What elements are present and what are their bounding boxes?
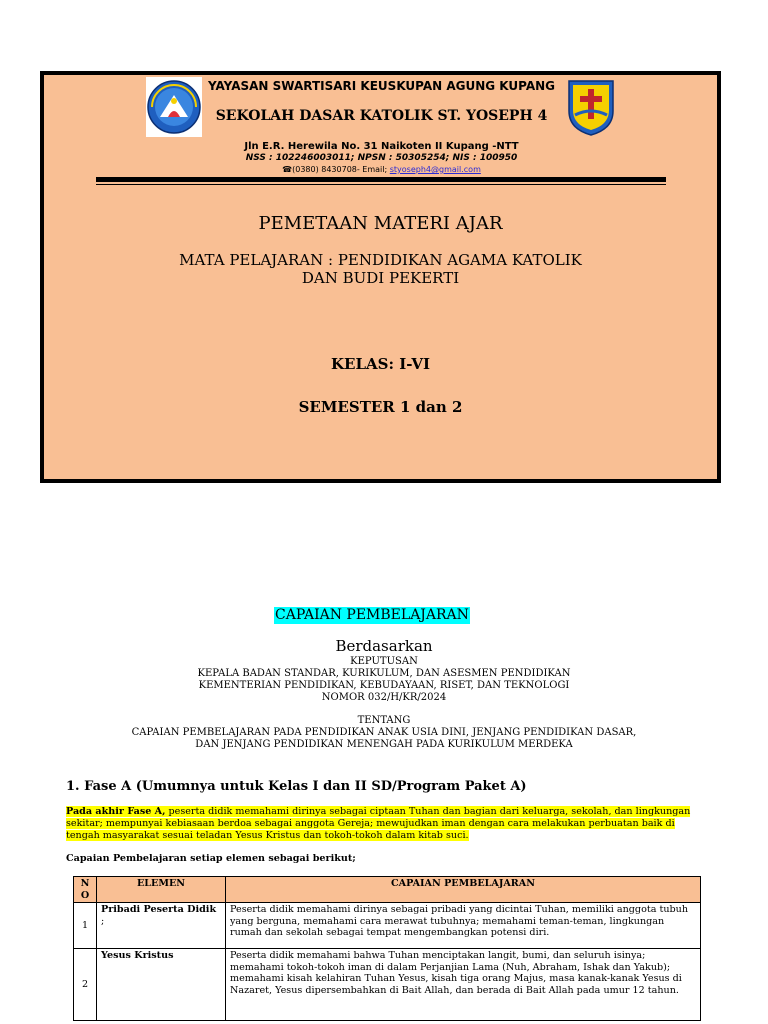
element-name: Yesus Kristus (101, 950, 174, 961)
table-row (74, 903, 701, 949)
decree-line: KEMENTERIAN PENDIDIKAN, KEBUDAYAAN, RISET, DAN TEKNOLOGI (198, 680, 570, 691)
class-range: KELAS: I-VI (330, 355, 431, 373)
about-line: DAN JENJANG PENDIDIKAN MENENGAH PADA KURIKULUM MERDEKA (195, 739, 573, 750)
decree-line: NOMOR 032/H/KR/2024 (321, 692, 447, 703)
column-header-no: N O (74, 877, 97, 903)
phone-text: ☎(0380) 8430708- Email; (282, 165, 390, 174)
phase-a-description (66, 806, 706, 842)
row-outcome: Peserta didik memahami dirinya sebagai pribadi yang dicintai Tuhan, memiliki anggota tubuh yang berguna, memahami cara merawat tubuhnya; memahami teman-teman, lingkungan rumah dan sekolah sebagai tempat mengembangkan potensi diri. (226, 903, 701, 949)
subject-line-2: DAN BUDI PEKERTI (301, 269, 460, 287)
decree-line: KEPUTUSAN (350, 656, 418, 667)
element-suffix: ; (101, 915, 105, 927)
learning-outcomes-table (73, 876, 701, 1021)
semester-label: SEMESTER 1 dan 2 (298, 398, 463, 416)
school-crest-logo (563, 77, 619, 137)
school-ids: NSS : 102246003011; NPSN : 50305254; NIS : 100950 (245, 153, 518, 163)
about-line: CAPAIAN PEMBELAJARAN PADA PENDIDIKAN ANAK USIA DINI, JENJANG PENDIDIKAN DASAR, (131, 727, 637, 738)
phase-text: peserta didik memahami dirinya sebagai ciptaan Tuhan dan bagian dari keluarga, sekolah, dan lingkungan sekitar; mempunyai kebiasaan berdoa sebagai anggota Gereja; mewujudkan iman dengan cara melakukan perbuatan baik di tengah masyarakat sesuai teladan Yesus Kristus dan tokoh-tokoh dalam kitab suci. (66, 806, 691, 841)
header-rule-thin (96, 184, 666, 185)
subject-line-1: MATA PELAJARAN : PENDIDIKAN AGAMA KATOLIK (179, 251, 582, 269)
about-line: TENTANG (357, 715, 411, 726)
row-number: 1 (74, 903, 97, 949)
school-contact (204, 165, 559, 175)
decree-about-block (0, 715, 768, 751)
row-number: 2 (74, 949, 97, 1021)
foundation-name: YAYASAN SWARTISARI KEUSKUPAN AGUNG KUPANG (207, 79, 556, 93)
column-header-outcome: CAPAIAN PEMBELAJARAN (226, 877, 701, 903)
decree-block (0, 656, 768, 704)
table-header-row (74, 877, 701, 903)
phase-a-title: 1. Fase A (Umumnya untuk Kelas I dan II SD/Program Paket A) (66, 779, 527, 794)
row-element (97, 903, 226, 949)
subject-title (44, 251, 717, 287)
column-header-element: ELEMEN (97, 877, 226, 903)
decree-line: KEPALA BADAN STANDAR, KURIKULUM, DAN ASESMEN PENDIDIKAN (197, 668, 571, 679)
section-heading: CAPAIAN PEMBELAJARAN (275, 607, 469, 623)
school-address: Jln E.R. Herewila No. 31 Naikoten II Kupang -NTT (244, 141, 519, 152)
element-name: Pribadi Peserta Didik (101, 904, 217, 915)
school-name: SEKOLAH DASAR KATOLIK ST. YOSEPH 4 (215, 108, 548, 124)
table-row (74, 949, 701, 1021)
row-outcome: Peserta didik memahami bahwa Tuhan menciptakan langit, bumi, dan seluruh isinya; memahami tokoh-tokoh iman di dalam Perjanjian Lama (Nuh, Abraham, Ishak dan Yakub); memahami kisah kelahiran Tuhan Yesus, kisah tiga orang Majus, masa kanak-kanak Yesus di Nazaret, Yesus dipersembahkan di Bait Allah, dan berada di Bait Allah pada umur 12 tahun. (226, 949, 701, 1021)
tut-wuri-handayani-logo (146, 77, 202, 137)
document-title: PEMETAAN MATERI AJAR (258, 213, 503, 234)
email-link[interactable]: styoseph4@gmail.com (389, 165, 481, 174)
header-rule-thick (96, 177, 666, 182)
table-intro: Capaian Pembelajaran setiap elemen sebagai berikut; (66, 853, 356, 864)
cover-page (40, 71, 721, 483)
row-element (97, 949, 226, 1021)
phase-lead: Pada akhir Fase A, (66, 806, 166, 817)
basis-heading: Berdasarkan (335, 637, 433, 655)
